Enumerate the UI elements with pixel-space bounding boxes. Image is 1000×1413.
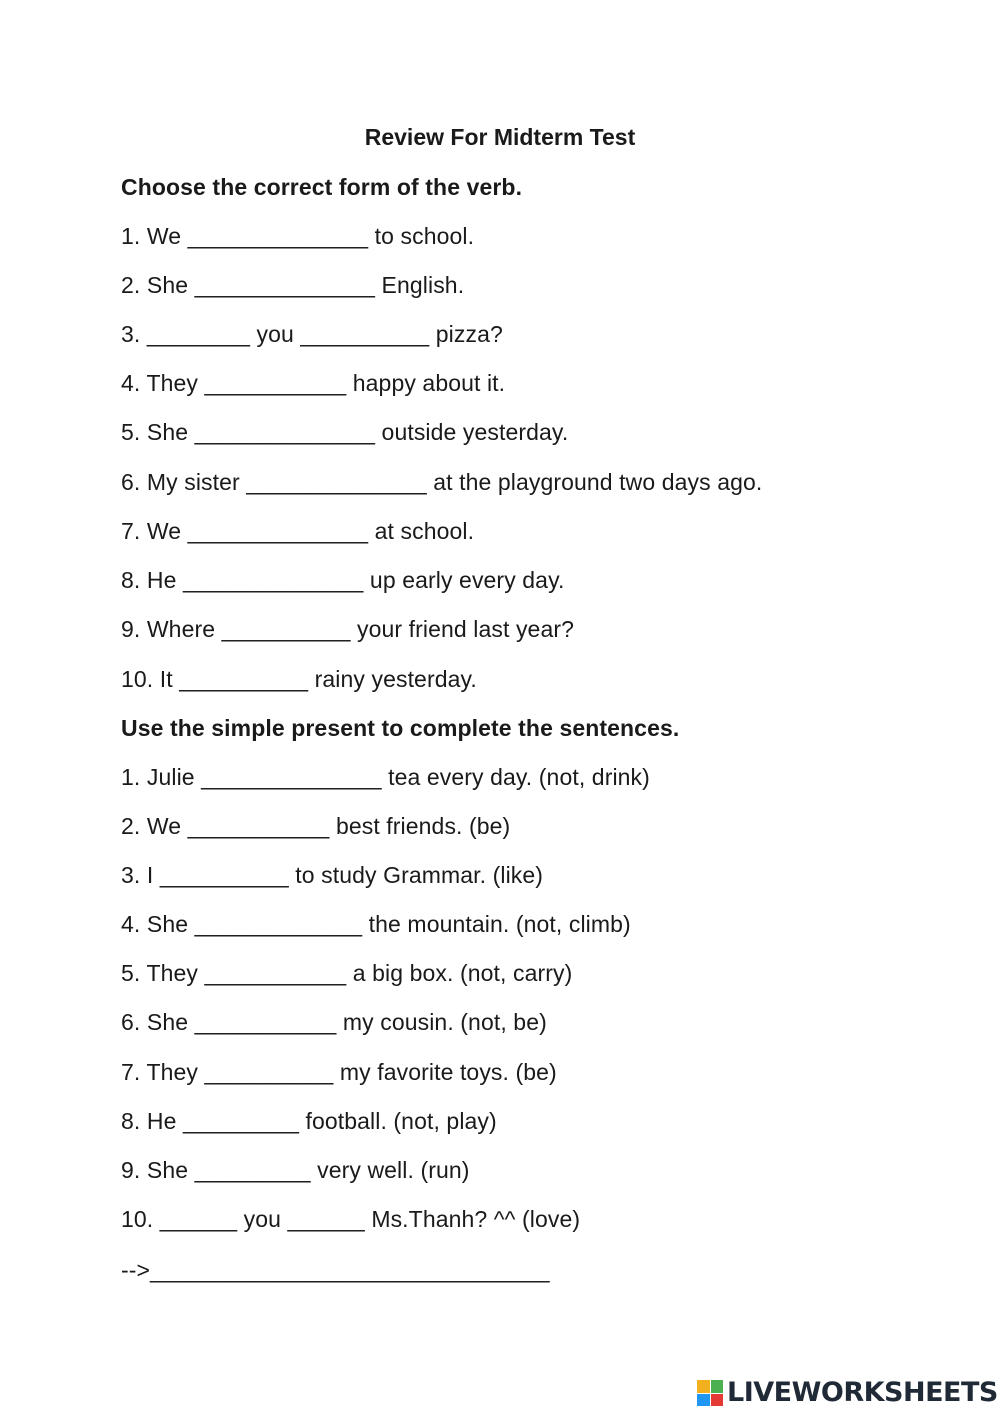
logo-text: LIVEWORKSHEETS xyxy=(727,1377,998,1408)
section1-item-9: 9. Where __________ your friend last year? xyxy=(121,616,574,642)
section1-item-7: 7. We ______________ at school. xyxy=(121,518,475,544)
section2-item-1: 1. Julie ______________ tea every day. (not, drink) xyxy=(121,764,650,790)
section2-item-4: 4. She _____________ the mountain. (not, climb) xyxy=(121,911,631,937)
section1-item-6: 6. My sister ______________ at the playground two days ago. xyxy=(121,469,763,495)
section1-item-10: 10. It __________ rainy yesterday. xyxy=(121,666,477,692)
section2-item-3: 3. I __________ to study Grammar. (like) xyxy=(121,862,544,888)
section2-item-9: 9. She _________ very well. (run) xyxy=(121,1157,470,1183)
section2-item-6: 6. She ___________ my cousin. (not, be) xyxy=(121,1009,547,1035)
section1-item-5: 5. She ______________ outside yesterday. xyxy=(121,419,569,445)
page-title: Review For Midterm Test xyxy=(364,124,636,150)
section2-item-8: 8. He _________ football. (not, play) xyxy=(121,1108,497,1134)
section1-item-8: 8. He ______________ up early every day. xyxy=(121,567,565,593)
section1-item-2: 2. She ______________ English. xyxy=(121,272,465,298)
section1-item-4: 4. They ___________ happy about it. xyxy=(121,370,506,396)
section2-item-7: 7. They __________ my favorite toys. (be) xyxy=(121,1059,557,1085)
section1-item-1: 1. We ______________ to school. xyxy=(121,223,475,249)
answer-line: -->_______________________________ xyxy=(121,1257,550,1283)
liveworksheets-logo[interactable] xyxy=(697,1375,998,1411)
section2-item-5: 5. They ___________ a big box. (not, carry) xyxy=(121,960,573,986)
section2-item-2: 2. We ___________ best friends. (be) xyxy=(121,813,511,839)
logo-mark-icon xyxy=(697,1380,723,1406)
section2-heading: Use the simple present to complete the sentences. xyxy=(121,715,680,741)
section2-item-10: 10. ______ you ______ Ms.Thanh? ^^ (love) xyxy=(121,1206,581,1232)
section1-item-3: 3. ________ you __________ pizza? xyxy=(121,321,503,347)
section1-heading: Choose the correct form of the verb. xyxy=(121,174,523,200)
